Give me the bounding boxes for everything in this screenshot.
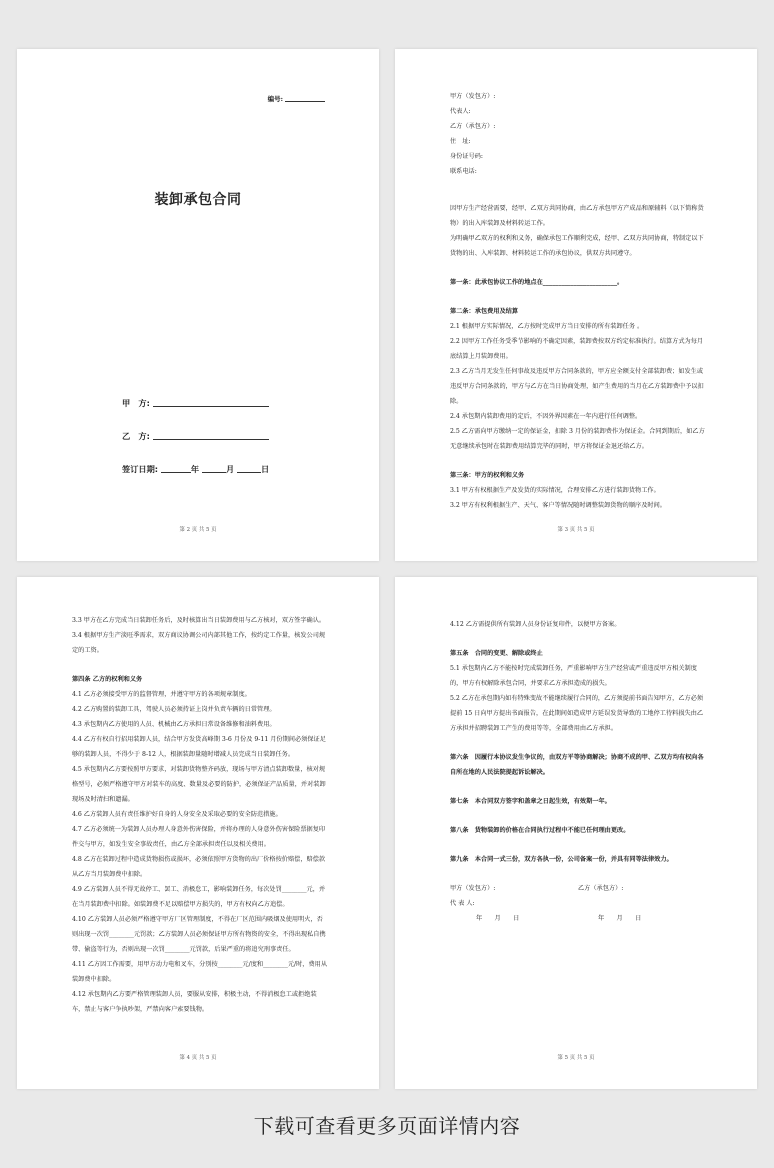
document-page-cover: [17, 49, 379, 561]
article-2-title: 第二条：承包费用及结算: [450, 308, 519, 315]
article-item: 5.1 承包期内乙方不能按时完成装卸任务，严重影响甲方生产经营或严重违反甲方相关制度的，甲方有权解除承包合同，并要求乙方承担造成的损失。: [450, 665, 697, 687]
sign-date-label: 签订日期:: [122, 464, 159, 474]
day-label: 日: [261, 464, 270, 474]
sign-date-a: 年 月 日: [476, 915, 520, 922]
sign-date-row: [122, 464, 269, 475]
sign-party-a: 甲方（发包方）:: [450, 885, 496, 892]
article-item: 4.12 乙方需提供所有装卸人员身份证复印件，以便甲方备案。: [450, 621, 621, 628]
party-b-blank: [153, 439, 269, 440]
article-3-title: 第三条：甲方的权利和义务: [450, 472, 525, 479]
page-number: 第 5 页 共 5 页: [557, 1055, 595, 1061]
document-page-5: [395, 577, 757, 1089]
party-a-row: [122, 398, 269, 409]
article-9: 第九条 本合同一式三份，双方各执一份，公司备案一份，并具有同等法律效力。: [450, 856, 673, 863]
party-b-label: 乙 方:: [122, 431, 150, 441]
sign-representative: 代 表 人:: [450, 900, 475, 907]
day-blank: [237, 472, 261, 473]
article-4-title: 第四条 乙方的权利和义务: [72, 676, 143, 683]
document-title: 装卸承包合同: [154, 192, 242, 208]
article-item: 4.7 乙方必须统一为装卸人员办理人身意外伤害保险，并将办理的人身意外伤害保险票据复印件交与甲方，如发生安全事故责任，由乙方全部承担责任以及相关费用。: [72, 826, 326, 848]
signature-block: [450, 885, 706, 933]
contract-number: [268, 94, 325, 103]
month-blank: [202, 472, 226, 473]
header-line: 代表人:: [450, 108, 471, 115]
sign-party-b: 乙方（承包方）:: [578, 885, 624, 892]
article-item: 3.2 甲方有权利根据生产、天气、客户等情况随时调整装卸货物的顺序及时间。: [450, 502, 666, 509]
header-line: 身份证号码:: [450, 153, 484, 160]
page-number: 第 3 页 共 5 页: [557, 527, 595, 533]
article-item: 2.3 乙方当月无发生任何事故及违反甲方合同条款的，甲方应全额支付全部装卸费；如发生或违反甲方合同条款的，甲方与乙方在当日协商处理，如产生费用的当月在乙方装卸费中予以扣除。: [450, 368, 704, 405]
header-line: 甲方（发包方）:: [450, 93, 496, 100]
article-item: 4.2 乙方购置的装卸工具，驾驶人员必须持证上岗并负责车辆的日常管理。: [72, 706, 276, 713]
article-item: 4.9 乙方装卸人员不得无故停工、罢工、消极怠工，影响装卸任务，每次处罚________元，并在当月装卸费中扣除。如装卸费不足以赔偿甲方损失的，甲方有权向乙方追偿。: [72, 886, 326, 908]
header-line: 联系电话:: [450, 168, 477, 175]
header-line: 住 址:: [450, 138, 471, 145]
page-number: 第 2 页 共 5 页: [179, 527, 217, 533]
year-blank: [161, 472, 191, 473]
contract-number-blank: [285, 101, 325, 102]
article-7: 第七条 本合同双方签字和盖章之日起生效，有效期一年。: [450, 798, 611, 805]
article-item: 3.1 甲方有权根据生产及发货的实际情况，合理安排乙方进行装卸货物工作。: [450, 487, 660, 494]
article-item: 4.5 承包期内乙方要按照甲方要求，对装卸货物整齐码放，现场与甲方清点装卸数量，核对规格型号，必须严格遵守甲方对装车的高度、数量及必要的防护，必须保证产品质量，并对装卸现场及时清扫和遗漏。: [72, 766, 326, 803]
article-5-title: 第五条 合同的变更、解除或终止: [450, 650, 543, 657]
article-item: 4.12 承包期内乙方要严格管理装卸人员，要服从安排，积极主动，不得消极怠工或拒绝装车，禁止与客户争执吵架，严禁向客户索要钱物。: [72, 991, 317, 1013]
page-number: 第 4 页 共 5 页: [179, 1055, 217, 1061]
party-a-blank: [153, 406, 269, 407]
page-4-content: [72, 613, 328, 1017]
article-item: 4.10 乙方装卸人员必须严格遵守甲方厂区管理制度，不得在厂区范围内吸烟及使用明火，否则出现一次罚________元罚款；乙方装卸人员必须保证甲方所有物资的安全，不得出现私自携带、偷盗等行为，否则出现一次罚________元罚款，后果严重的将追究刑事责任。: [72, 916, 326, 953]
article-item: 2.2 因甲方工作任务受季节影响的不确定因素，装卸费按双方约定标准执行。结算方式为每月底结算上月装卸费用。: [450, 338, 704, 360]
article-item: 4.1 乙方必须接受甲方的监督管理，并遵守甲方的各项规章制度。: [72, 691, 251, 698]
month-label: 月: [225, 464, 235, 474]
article-item: 4.8 乙方在装卸过程中造成货物损伤或损坏，必须依照甲方货物的出厂价格按价赔偿，赔偿款从乙方当月装卸费中扣除。: [72, 856, 326, 878]
article-1: 第一条：此承包协议工作的地点在________________________。: [450, 279, 624, 286]
intro-paragraph: 为明确甲乙双方的权利和义务，确保承包工作顺利完成，经甲、乙双方共同协商，特制定以下货物的出、入库装卸、材料转运工作的承包协议，供双方共同遵守。: [450, 235, 704, 257]
party-b-row: [122, 431, 269, 442]
intro-paragraph: 因甲方生产经营需要，经甲、乙双方共同协商，由乙方承包甲方产成品和原辅料（以下简称货物）的出入库装卸及材料转运工作。: [450, 205, 704, 227]
sign-date-b: 年 月 日: [598, 915, 642, 922]
article-item: 5.2 乙方在承包期内如有特殊变故不能继续履行合同的，乙方须提前书面告知甲方，乙方必须提前 15 日向甲方提出书面报告，在此期间如造成甲方延误发货导致的工地停工待料损失由乙方承担并招聘装卸工产生的费用等等，全部费用由乙方承担。: [450, 695, 704, 732]
article-item: 2.4 承包期内装卸费用的定后，不因外界因素在一年内进行任何调整。: [450, 413, 642, 420]
download-caption: 下载可查看更多页面详情内容: [253, 1114, 521, 1138]
contract-number-label: 编号:: [267, 95, 283, 103]
article-item: 4.11 乙方因工作需要，用甲方动力电和叉车，分别按________元/度和________元/时，费用从装卸费中扣除。: [72, 961, 328, 983]
article-item: 3.3 甲方在乙方完成当日装卸任务后，及时核算出当日装卸费用与乙方核对，双方签字确认。: [72, 617, 326, 624]
year-label: 年: [190, 464, 200, 474]
party-a-label: 甲 方:: [122, 398, 150, 408]
document-page-4: [17, 577, 379, 1089]
article-item: 2.5 乙方需向甲方缴纳一定的保证金，扣除 3 月份的装卸费作为保证金。合同到期后，如乙方无意继续承包时在装卸费用结算完毕的同时，甲方将保证金退还给乙方。: [450, 428, 705, 450]
article-item: 4.6 乙方装卸人员有责任维护好自身的人身安全及采取必要的安全防范措施。: [72, 811, 282, 818]
article-6: 第六条 因履行本协议发生争议的，由双方平等协商解决；协商不成的甲、乙双方均有权向各自所在地的人民法院提起诉讼解决。: [450, 754, 704, 776]
header-line: 乙方（承包方）:: [450, 123, 496, 130]
article-item: 4.3 承包期内乙方使用的人员、机械由乙方承担日常设备维修和油料费用。: [72, 721, 276, 728]
article-item: 3.4 根据甲方生产淡旺季需求，双方商议协调公司内部其他工作，按约定工作量，核发公司规定的工资。: [72, 632, 326, 654]
article-item: 2.1 根据甲方实际情况，乙方按时完成甲方当日安排的所有装卸任务 。: [450, 323, 644, 330]
article-8: 第八条 货物装卸的价格在合同执行过程中不能已任何理由更改。: [450, 827, 630, 834]
page-5-content: [450, 617, 706, 933]
document-page-2: [395, 49, 757, 561]
page-2-content: [450, 89, 706, 513]
article-item: 4.4 乙方有权自行招用装卸人员，结合甲方发货高峰期 3-6 月份及 9-11 月份期间必须保证足够的装卸人员，不得少于 8-12 人，根据装卸量随时增减人员完成当日装卸任务。: [72, 736, 326, 758]
